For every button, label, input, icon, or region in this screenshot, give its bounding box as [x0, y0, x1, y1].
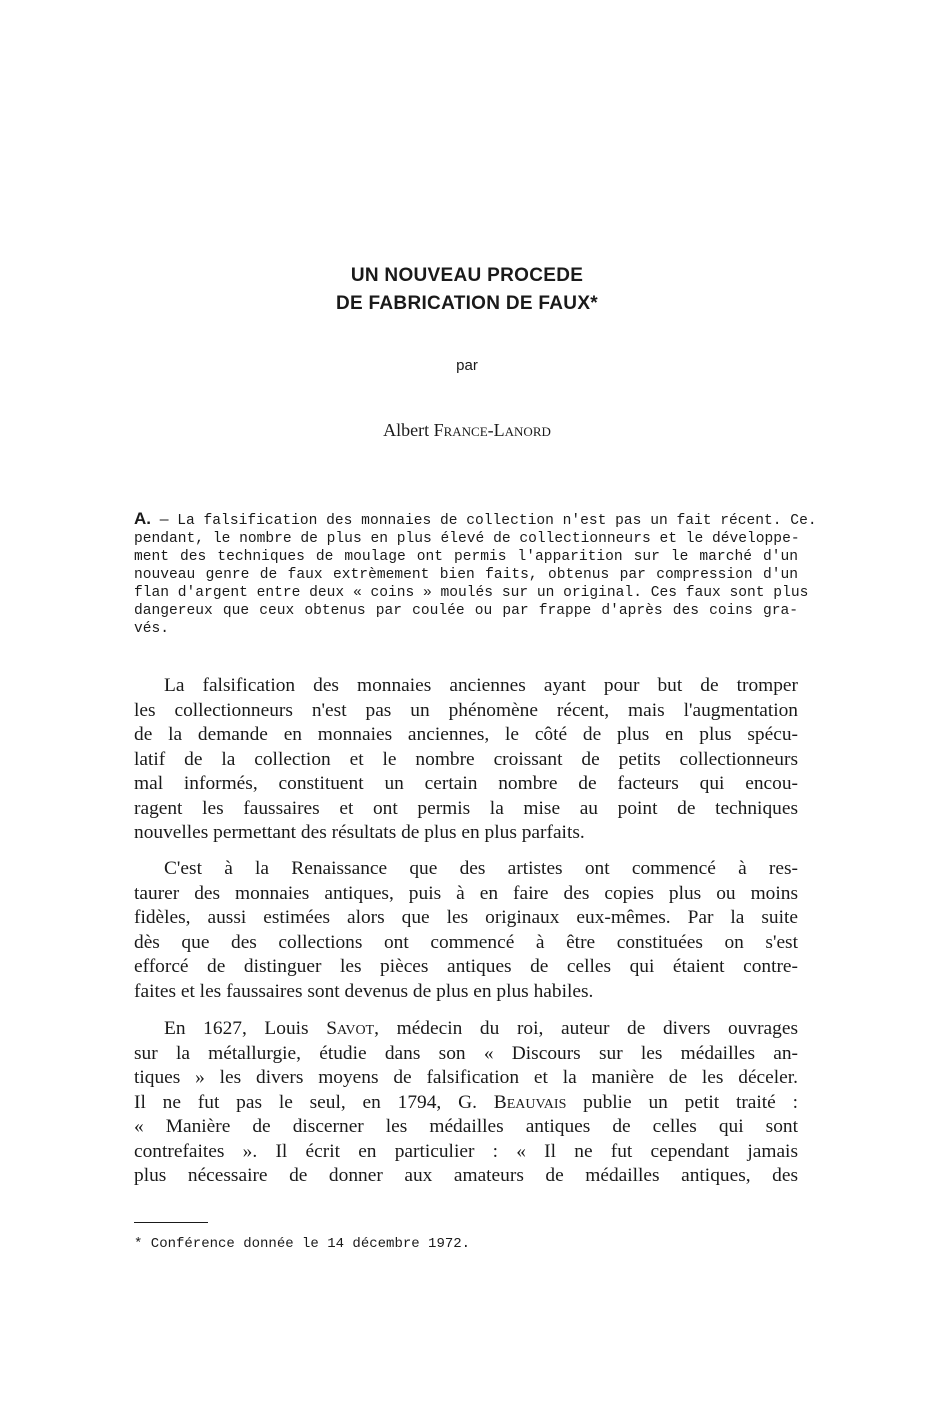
paragraph-line: [134, 1017, 798, 1042]
name-savot: Savot: [326, 1018, 375, 1039]
text-run: , médecin du roi, auteur de divers ouvrages: [374, 1018, 799, 1039]
paragraph-line: de la demande en monnaies anciennes, le côté de plus en plus spécu-: [134, 724, 798, 745]
body-paragraph-2: [134, 857, 798, 1004]
abstract-line-text: — La falsification des monnaies de collection n'est pas un fait récent. Ce.: [151, 513, 817, 529]
name-beauvais: Beauvais: [493, 1091, 567, 1113]
paragraph-line: C'est à la Renaissance que des artistes ont commencé à res-: [164, 858, 798, 879]
paragraph-line: latif de la collection et le nombre croissant de petits collectionneurs: [134, 748, 798, 770]
byline-par: par: [456, 357, 478, 374]
abstract-line: nouveau genre de faux extrèmement bien faits, obtenus par compression d'un: [134, 567, 798, 583]
paragraph-line: les collectionneurs n'est pas un phénomène récent, mais l'augmentation: [134, 699, 798, 721]
text-run: En 1627, Louis: [164, 1018, 327, 1039]
paragraph-line: mal informés, constituent un certain nombre de facteurs qui encou-: [134, 773, 798, 794]
paragraph-line: taurer des monnaies antiques, puis à en faire des copies plus ou moins: [134, 882, 798, 904]
footnote-divider: [134, 1222, 208, 1223]
abstract-lead: A.: [134, 509, 151, 528]
author-first-name: Albert: [383, 420, 430, 440]
article-title-line-1: UN NOUVEAU PROCEDE: [350, 265, 584, 286]
paragraph-line: contrefaites ». Il écrit en particulier : « Il ne fut cependant jamais: [134, 1140, 798, 1162]
paragraph-line: faites et les faussaires sont devenus de plus en plus habiles.: [134, 980, 594, 1002]
abstract-line: ment des techniques de moulage ont permis l'apparition sur le marché d'un: [134, 549, 798, 565]
paragraph-line: La falsification des monnaies anciennes ayant pour but de tromper: [164, 675, 798, 696]
author-last-name: France-Lanord: [433, 420, 551, 440]
paragraph-line: tiques » les divers moyens de falsification et la manière de les déceler.: [134, 1067, 798, 1088]
text-run: Il ne fut pas le seul, en 1794, G.: [134, 1091, 494, 1113]
article-title-line-2: DE FABRICATION DE FAUX*: [335, 293, 598, 314]
paragraph-line: plus nécessaire de donner aux amateurs de médailles antiques, des: [134, 1165, 798, 1186]
paragraph-line: efforcé de distinguer les pièces antiques de celles qui étaient contre-: [134, 956, 798, 977]
paragraph-line: fidèles, aussi estimées alors que les originaux eux-mêmes. Par la suite: [134, 907, 798, 928]
footnote: * Conférence donnée le 14 décembre 1972.: [134, 1236, 471, 1252]
abstract-line: pendant, le nombre de plus en plus élevé de collectionneurs et le développe-: [134, 531, 800, 547]
paragraph-line: nouvelles permettant des résultats de plus en plus parfaits.: [134, 822, 585, 843]
abstract-line: dangereux que ceux obtenus par coulée ou par frappe d'après des coins gra-: [134, 603, 798, 619]
paragraph-line: sur la métallurgie, étudie dans son « Discours sur les médailles an-: [134, 1042, 798, 1064]
body-paragraph-3: [134, 1017, 798, 1189]
abstract-line: flan d'argent entre deux « coins » moulés sur un original. Ces faux sont plus: [134, 585, 809, 601]
paragraph-line: ragent les faussaires et ont permis la mise au point de techniques: [134, 797, 798, 819]
paragraph-line: [134, 1091, 798, 1116]
body-paragraph-1: [134, 674, 798, 846]
author-name: [0, 420, 934, 441]
paragraph-line: dès que des collections ont commencé à être constituées on s'est: [134, 931, 798, 953]
text-run: publie un petit traité :: [566, 1091, 798, 1113]
paragraph-line: « Manière de discerner les médailles antiques de celles qui sont: [134, 1116, 798, 1137]
abstract-line: vés.: [134, 621, 170, 637]
abstract-line: [134, 509, 817, 530]
abstract: [134, 509, 817, 638]
